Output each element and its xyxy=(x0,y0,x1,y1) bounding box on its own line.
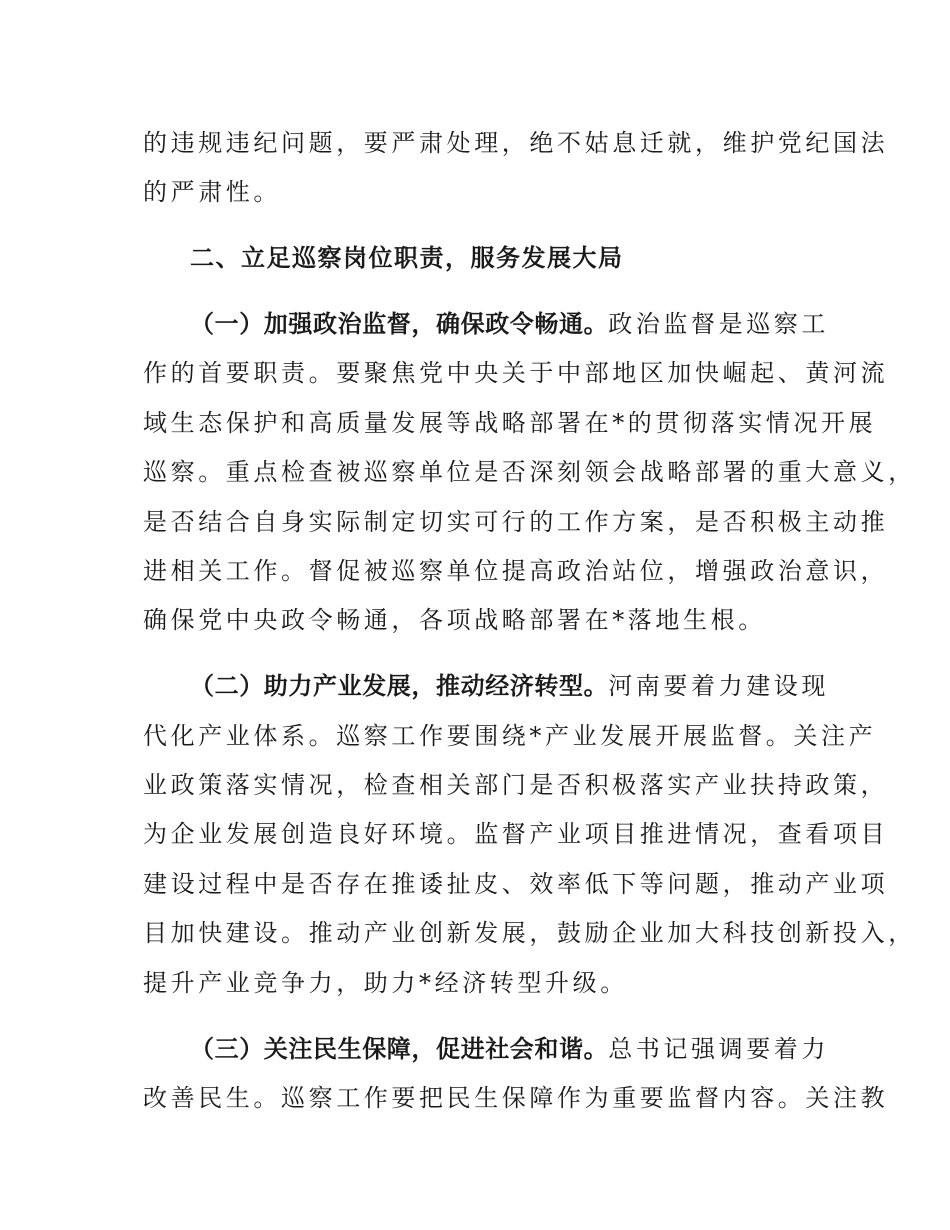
body-line: 的违规违纪问题，要严肃处理，绝不姑息迁就，维护党纪国法 xyxy=(143,129,889,157)
sub-heading: （三）关注民生保障，促进社会和谐。 xyxy=(190,1035,609,1063)
body-line: 为企业发展创造良好环境。监督产业项目推进情况，查看项目 xyxy=(143,820,889,848)
body-line: 提升产业竞争力，助力*经济转型升级。 xyxy=(143,969,628,997)
body-line: 进相关工作。督促被巡察单位提高政治站位，增强政治意识， xyxy=(143,557,889,585)
paragraph-first-line xyxy=(190,671,829,701)
body-line: 巡察。重点检查被巡察单位是否深刻领会战略部署的重大意义， xyxy=(143,458,916,486)
body-text: 总书记强调要着力 xyxy=(608,1035,830,1063)
sub-heading: （二）助力产业发展，推动经济转型。 xyxy=(190,672,609,700)
body-line: 确保党中央政令畅通，各项战略部署在*落地生根。 xyxy=(143,606,766,634)
body-line: 作的首要职责。要聚焦党中央关于中部地区加快崛起、黄河流 xyxy=(143,359,889,387)
sub-heading: （一）加强政治监督，确保政令畅通。 xyxy=(190,310,609,338)
body-line: 域生态保护和高质量发展等战略部署在*的贯彻落实情况开展 xyxy=(143,409,877,437)
body-line: 业政策落实情况，检查相关部门是否积极落实产业扶持政策， xyxy=(143,771,889,799)
section-heading: 二、立足巡察岗位职责，服务发展大局 xyxy=(190,244,624,272)
body-line: 代化产业体系。巡察工作要围绕*产业发展开展监督。关注产 xyxy=(143,722,877,750)
body-line: 目加快建设。推动产业创新发展，鼓励企业加大科技创新投入， xyxy=(143,919,916,947)
body-line: 的严肃性。 xyxy=(143,178,281,206)
body-line: 建设过程中是否存在推诿扯皮、效率低下等问题，推动产业项 xyxy=(143,870,889,898)
paragraph-first-line xyxy=(190,309,829,339)
body-text: 河南要着力建设现 xyxy=(608,672,830,700)
body-text: 政治监督是巡察工 xyxy=(608,310,830,338)
body-line: 是否结合自身实际制定切实可行的工作方案，是否积极主动推 xyxy=(143,508,889,536)
paragraph-first-line xyxy=(190,1034,829,1064)
body-line: 改善民生。巡察工作要把民生保障作为重要监督内容。关注教 xyxy=(143,1084,889,1112)
